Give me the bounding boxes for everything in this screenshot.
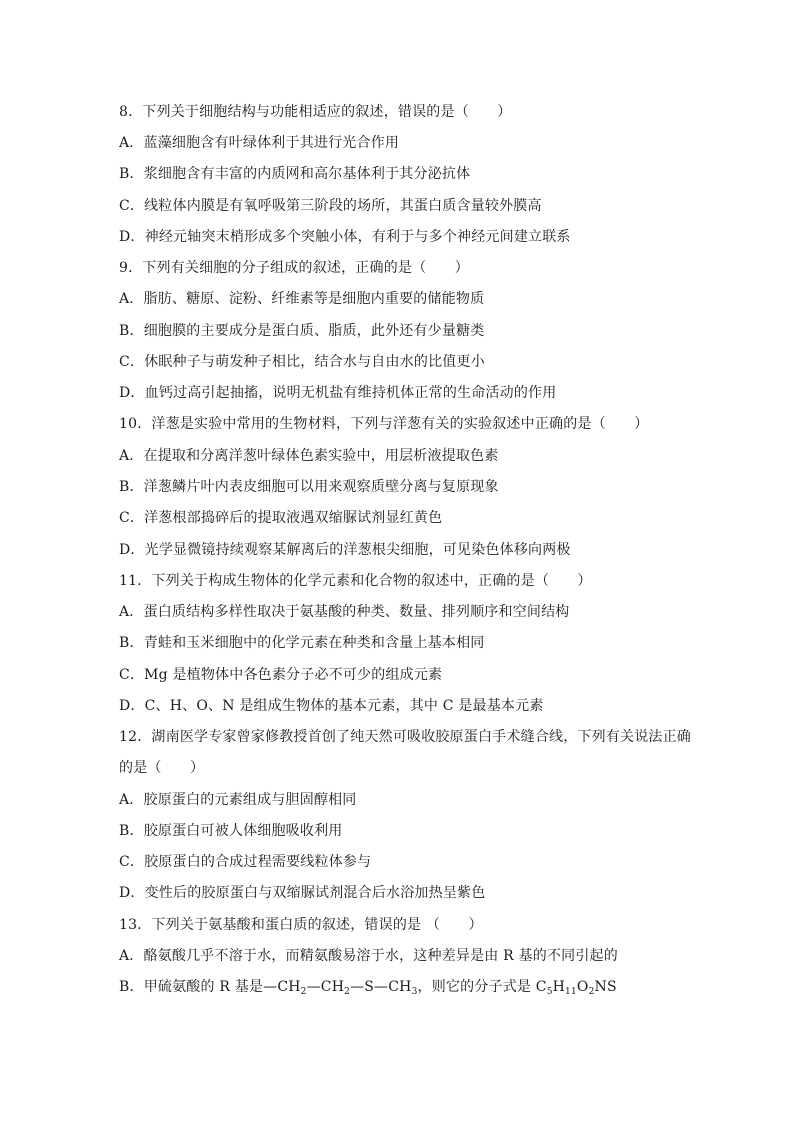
question-11-stem: 11．下列关于构成生物体的化学元素和化合物的叙述中，正确的是（ ） [119, 573, 592, 589]
question-9-option-b: B．细胞膜的主要成分是蛋白质、脂质，此外还有少量糖类 [119, 323, 485, 339]
question-13-option-a: A．酪氨酸几乎不溶于水，而精氨酸易溶于水，这种差异是由 R 基的不同引起的 [119, 948, 618, 964]
question-8-option-a: A．蓝藻细胞含有叶绿体利于其进行光合作用 [119, 135, 400, 151]
question-8-option-b: B．浆细胞含有丰富的内质网和高尔基体利于其分泌抗体 [119, 166, 471, 182]
subscript: 2 [300, 987, 307, 997]
option-b-text: ，则它的分子式是 C [417, 979, 547, 995]
question-11-option-b: B．青蛙和玉米细胞中的化学元素在种类和含量上基本相同 [119, 635, 485, 651]
option-b-text: B．甲硫氨酸的 R 基是—CH [119, 979, 301, 995]
question-11-option-a: A．蛋白质结构多样性取决于氨基酸的种类、数量、排列顺序和空间结构 [119, 604, 570, 620]
question-13-stem: 13．下列关于氨基酸和蛋白质的叙述，错误的是 （ ） [119, 917, 483, 933]
option-b-text: NS [594, 979, 617, 995]
option-b-text: H [552, 979, 566, 995]
question-13-option-b [119, 977, 679, 997]
subscript: 5 [546, 987, 553, 997]
question-11-option-d: D．C、H、O、N 是组成生物体的基本元素，其中 C 是最基本元素 [119, 698, 544, 714]
option-b-text: —S—CH [350, 979, 412, 995]
question-10-option-d: D．光学显微镜持续观察某解离后的洋葱根尖细胞，可见染色体移向两极 [119, 542, 571, 558]
question-12-option-d: D．变性后的胶原蛋白与双缩脲试剂混合后水浴加热呈紫色 [119, 885, 486, 901]
option-b-text: —CH [306, 979, 345, 995]
question-10-option-c: C．洋葱根部捣碎后的提取液遇双缩脲试剂显红黄色 [119, 510, 443, 526]
question-10-option-b: B．洋葱鳞片叶内表皮细胞可以用来观察质壁分离与复原现象 [119, 479, 499, 495]
option-b-text: O [576, 979, 589, 995]
question-12-option-b: B．胶原蛋白可被人体细胞吸收利用 [119, 823, 343, 839]
question-9-option-d: D．血钙过高引起抽搐，说明无机盐有维持机体正常的生命活动的作用 [119, 385, 557, 401]
question-9-stem: 9．下列有关细胞的分子组成的叙述，正确的是（ ） [119, 260, 469, 276]
question-12-option-c: C．胶原蛋白的合成过程需要线粒体参与 [119, 854, 372, 870]
question-10-stem: 10．洋葱是实验中常用的生物材料，下列与洋葱有关的实验叙述中正确的是（ ） [119, 416, 649, 432]
question-12-stem-line-2: 的是（ ） [119, 760, 205, 776]
subscript: 11 [565, 987, 577, 997]
question-8-option-d: D．神经元轴突末梢形成多个突触小体，有利于与多个神经元间建立联系 [119, 229, 571, 245]
question-8-option-c: C．线粒体内膜是有氧呼吸第三阶段的场所，其蛋白质含量较外膜高 [119, 198, 542, 214]
question-8-stem: 8．下列关于细胞结构与功能相适应的叙述，错误的是（ ） [119, 104, 512, 120]
subscript: 2 [588, 987, 595, 997]
question-12-option-a: A．胶原蛋白的元素组成与胆固醇相同 [119, 792, 357, 808]
question-12-stem-line-1: 12．湖南医学专家曾家修教授首创了纯天然可吸收胶原蛋白手术缝合线，下列有关说法正确 [119, 729, 692, 745]
question-10-option-a: A．在提取和分离洋葱叶绿体色素实验中，用层析液提取色素 [119, 448, 499, 464]
question-9-option-c: C．休眠种子与萌发种子相比，结合水与自由水的比值更小 [119, 354, 485, 370]
subscript: 3 [411, 987, 418, 997]
question-11-option-c: C．Mg 是植物体中各色素分子必不可少的组成元素 [119, 667, 443, 683]
subscript: 2 [344, 987, 351, 997]
question-9-option-a: A．脂肪、糖原、淀粉、纤维素等是细胞内重要的储能物质 [119, 291, 485, 307]
